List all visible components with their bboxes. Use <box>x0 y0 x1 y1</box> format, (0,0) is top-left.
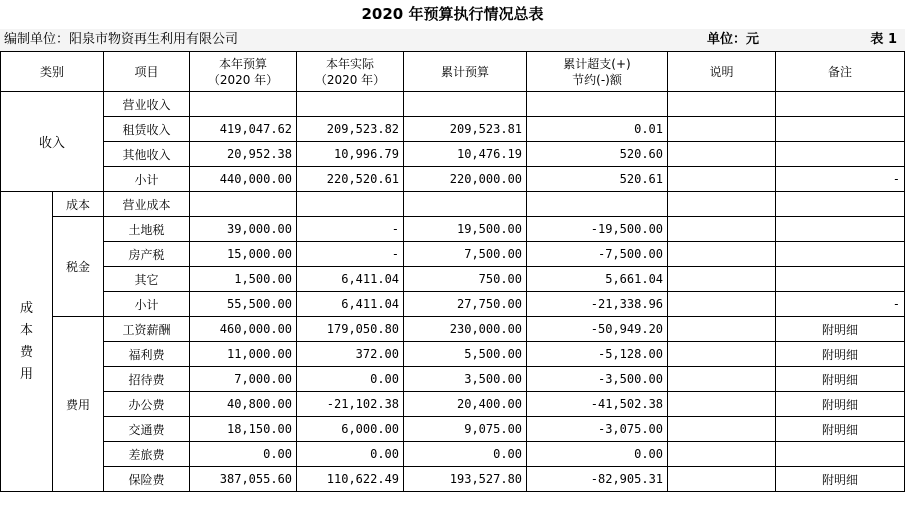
budget-table <box>0 51 905 492</box>
subcategory-tax: 税金 <box>53 217 104 317</box>
diff-cell: -82,905.31 <box>527 467 668 492</box>
header-note: 说明 <box>668 52 776 92</box>
cum-budget-cell <box>404 192 527 217</box>
budget-cell: 419,047.62 <box>190 117 297 142</box>
item-cell: 福利费 <box>104 342 190 367</box>
item-cell: 租赁收入 <box>104 117 190 142</box>
cum-budget-cell: 27,750.00 <box>404 292 527 317</box>
header-category: 类别 <box>1 52 104 92</box>
actual-cell: 6,000.00 <box>297 417 404 442</box>
table-row <box>1 242 905 267</box>
cum-budget-cell: 3,500.00 <box>404 367 527 392</box>
note-cell <box>668 392 776 417</box>
remark-cell <box>776 117 905 142</box>
table-row <box>1 167 905 192</box>
budget-cell: 55,500.00 <box>190 292 297 317</box>
note-cell <box>668 267 776 292</box>
table-row <box>1 467 905 492</box>
diff-cell: 520.60 <box>527 142 668 167</box>
header-diff: 累计超支(+) 节约(-)额 <box>527 52 668 92</box>
item-cell: 营业成本 <box>104 192 190 217</box>
item-cell: 招待费 <box>104 367 190 392</box>
table-row <box>1 417 905 442</box>
remark-cell <box>776 217 905 242</box>
remark-cell: 附明细 <box>776 467 905 492</box>
item-cell: 土地税 <box>104 217 190 242</box>
remark-cell: - <box>776 167 905 192</box>
item-cell: 房产税 <box>104 242 190 267</box>
budget-cell <box>190 192 297 217</box>
item-cell: 其他收入 <box>104 142 190 167</box>
actual-cell <box>297 192 404 217</box>
header-row <box>1 52 905 92</box>
actual-cell: 110,622.49 <box>297 467 404 492</box>
category-cost: 成 本 费 用 <box>1 192 53 492</box>
note-cell <box>668 367 776 392</box>
diff-cell <box>527 92 668 117</box>
item-cell: 小计 <box>104 167 190 192</box>
actual-cell <box>297 92 404 117</box>
cum-budget-cell: 193,527.80 <box>404 467 527 492</box>
table-number: 表 1 <box>870 32 897 47</box>
org-label: 编制单位：阳泉市物资再生利用有限公司 <box>4 32 239 47</box>
header-budget: 本年预算 （2020 年） <box>190 52 297 92</box>
remark-cell <box>776 142 905 167</box>
diff-cell: -19,500.00 <box>527 217 668 242</box>
table-row <box>1 142 905 167</box>
remark-cell: 附明细 <box>776 367 905 392</box>
table-row <box>1 217 905 242</box>
table-row <box>1 267 905 292</box>
remark-cell <box>776 242 905 267</box>
cum-budget-cell: 0.00 <box>404 442 527 467</box>
budget-cell: 387,055.60 <box>190 467 297 492</box>
subcategory-expense: 费用 <box>53 317 104 492</box>
remark-cell: 附明细 <box>776 417 905 442</box>
header-actual: 本年实际 （2020 年） <box>297 52 404 92</box>
header-item: 项目 <box>104 52 190 92</box>
table-row <box>1 317 905 342</box>
item-cell: 保险费 <box>104 467 190 492</box>
note-cell <box>668 92 776 117</box>
diff-cell: -5,128.00 <box>527 342 668 367</box>
item-cell: 差旅费 <box>104 442 190 467</box>
report-title: 2020 年预算执行情况总表 <box>361 5 544 23</box>
meta-bar <box>0 29 905 51</box>
item-cell: 其它 <box>104 267 190 292</box>
note-cell <box>668 342 776 367</box>
diff-cell: -21,338.96 <box>527 292 668 317</box>
budget-cell: 40,800.00 <box>190 392 297 417</box>
note-cell <box>668 117 776 142</box>
actual-cell: 10,996.79 <box>297 142 404 167</box>
cum-budget-cell: 9,075.00 <box>404 417 527 442</box>
item-cell: 营业收入 <box>104 92 190 117</box>
diff-cell: -50,949.20 <box>527 317 668 342</box>
diff-cell <box>527 192 668 217</box>
cum-budget-cell: 7,500.00 <box>404 242 527 267</box>
diff-cell: -41,502.38 <box>527 392 668 417</box>
table-row <box>1 117 905 142</box>
table-row <box>1 392 905 417</box>
subcategory-cost: 成本 <box>53 192 104 217</box>
actual-cell: 6,411.04 <box>297 292 404 317</box>
note-cell <box>668 242 776 267</box>
budget-cell: 460,000.00 <box>190 317 297 342</box>
diff-cell: -3,075.00 <box>527 417 668 442</box>
item-cell: 办公费 <box>104 392 190 417</box>
note-cell <box>668 442 776 467</box>
cum-budget-cell: 20,400.00 <box>404 392 527 417</box>
diff-cell: 0.01 <box>527 117 668 142</box>
table-row <box>1 367 905 392</box>
actual-cell: 179,050.80 <box>297 317 404 342</box>
table-row <box>1 292 905 317</box>
table-row <box>1 92 905 117</box>
remark-cell: 附明细 <box>776 392 905 417</box>
budget-cell: 15,000.00 <box>190 242 297 267</box>
remark-cell: 附明细 <box>776 317 905 342</box>
budget-cell: 11,000.00 <box>190 342 297 367</box>
category-income: 收入 <box>1 92 104 192</box>
note-cell <box>668 192 776 217</box>
table-row <box>1 192 905 217</box>
remark-cell <box>776 192 905 217</box>
cum-budget-cell: 5,500.00 <box>404 342 527 367</box>
note-cell <box>668 217 776 242</box>
cum-budget-cell <box>404 92 527 117</box>
cum-budget-cell: 19,500.00 <box>404 217 527 242</box>
actual-cell: -21,102.38 <box>297 392 404 417</box>
cum-budget-cell: 230,000.00 <box>404 317 527 342</box>
unit-label: 单位：元 <box>707 32 760 47</box>
note-cell <box>668 292 776 317</box>
diff-cell: 5,661.04 <box>527 267 668 292</box>
cum-budget-cell: 220,000.00 <box>404 167 527 192</box>
actual-cell: 220,520.61 <box>297 167 404 192</box>
header-cum-budget: 累计预算 <box>404 52 527 92</box>
budget-cell: 0.00 <box>190 442 297 467</box>
remark-cell <box>776 442 905 467</box>
budget-cell: 440,000.00 <box>190 167 297 192</box>
remark-cell: 附明细 <box>776 342 905 367</box>
actual-cell: - <box>297 217 404 242</box>
item-cell: 工资薪酬 <box>104 317 190 342</box>
table-row <box>1 342 905 367</box>
actual-cell: 209,523.82 <box>297 117 404 142</box>
cum-budget-cell: 750.00 <box>404 267 527 292</box>
actual-cell: 6,411.04 <box>297 267 404 292</box>
diff-cell: 520.61 <box>527 167 668 192</box>
budget-cell: 39,000.00 <box>190 217 297 242</box>
budget-cell: 1,500.00 <box>190 267 297 292</box>
diff-cell: 0.00 <box>527 442 668 467</box>
item-cell: 小计 <box>104 292 190 317</box>
note-cell <box>668 167 776 192</box>
actual-cell: - <box>297 242 404 267</box>
budget-cell <box>190 92 297 117</box>
note-cell <box>668 467 776 492</box>
actual-cell: 372.00 <box>297 342 404 367</box>
diff-cell: -3,500.00 <box>527 367 668 392</box>
budget-cell: 18,150.00 <box>190 417 297 442</box>
table-row <box>1 442 905 467</box>
budget-cell: 7,000.00 <box>190 367 297 392</box>
note-cell <box>668 417 776 442</box>
header-remark: 备注 <box>776 52 905 92</box>
cum-budget-cell: 209,523.81 <box>404 117 527 142</box>
budget-cell: 20,952.38 <box>190 142 297 167</box>
remark-cell <box>776 267 905 292</box>
diff-cell: -7,500.00 <box>527 242 668 267</box>
note-cell <box>668 317 776 342</box>
cum-budget-cell: 10,476.19 <box>404 142 527 167</box>
item-cell: 交通费 <box>104 417 190 442</box>
remark-cell: - <box>776 292 905 317</box>
remark-cell <box>776 92 905 117</box>
actual-cell: 0.00 <box>297 367 404 392</box>
note-cell <box>668 142 776 167</box>
actual-cell: 0.00 <box>297 442 404 467</box>
